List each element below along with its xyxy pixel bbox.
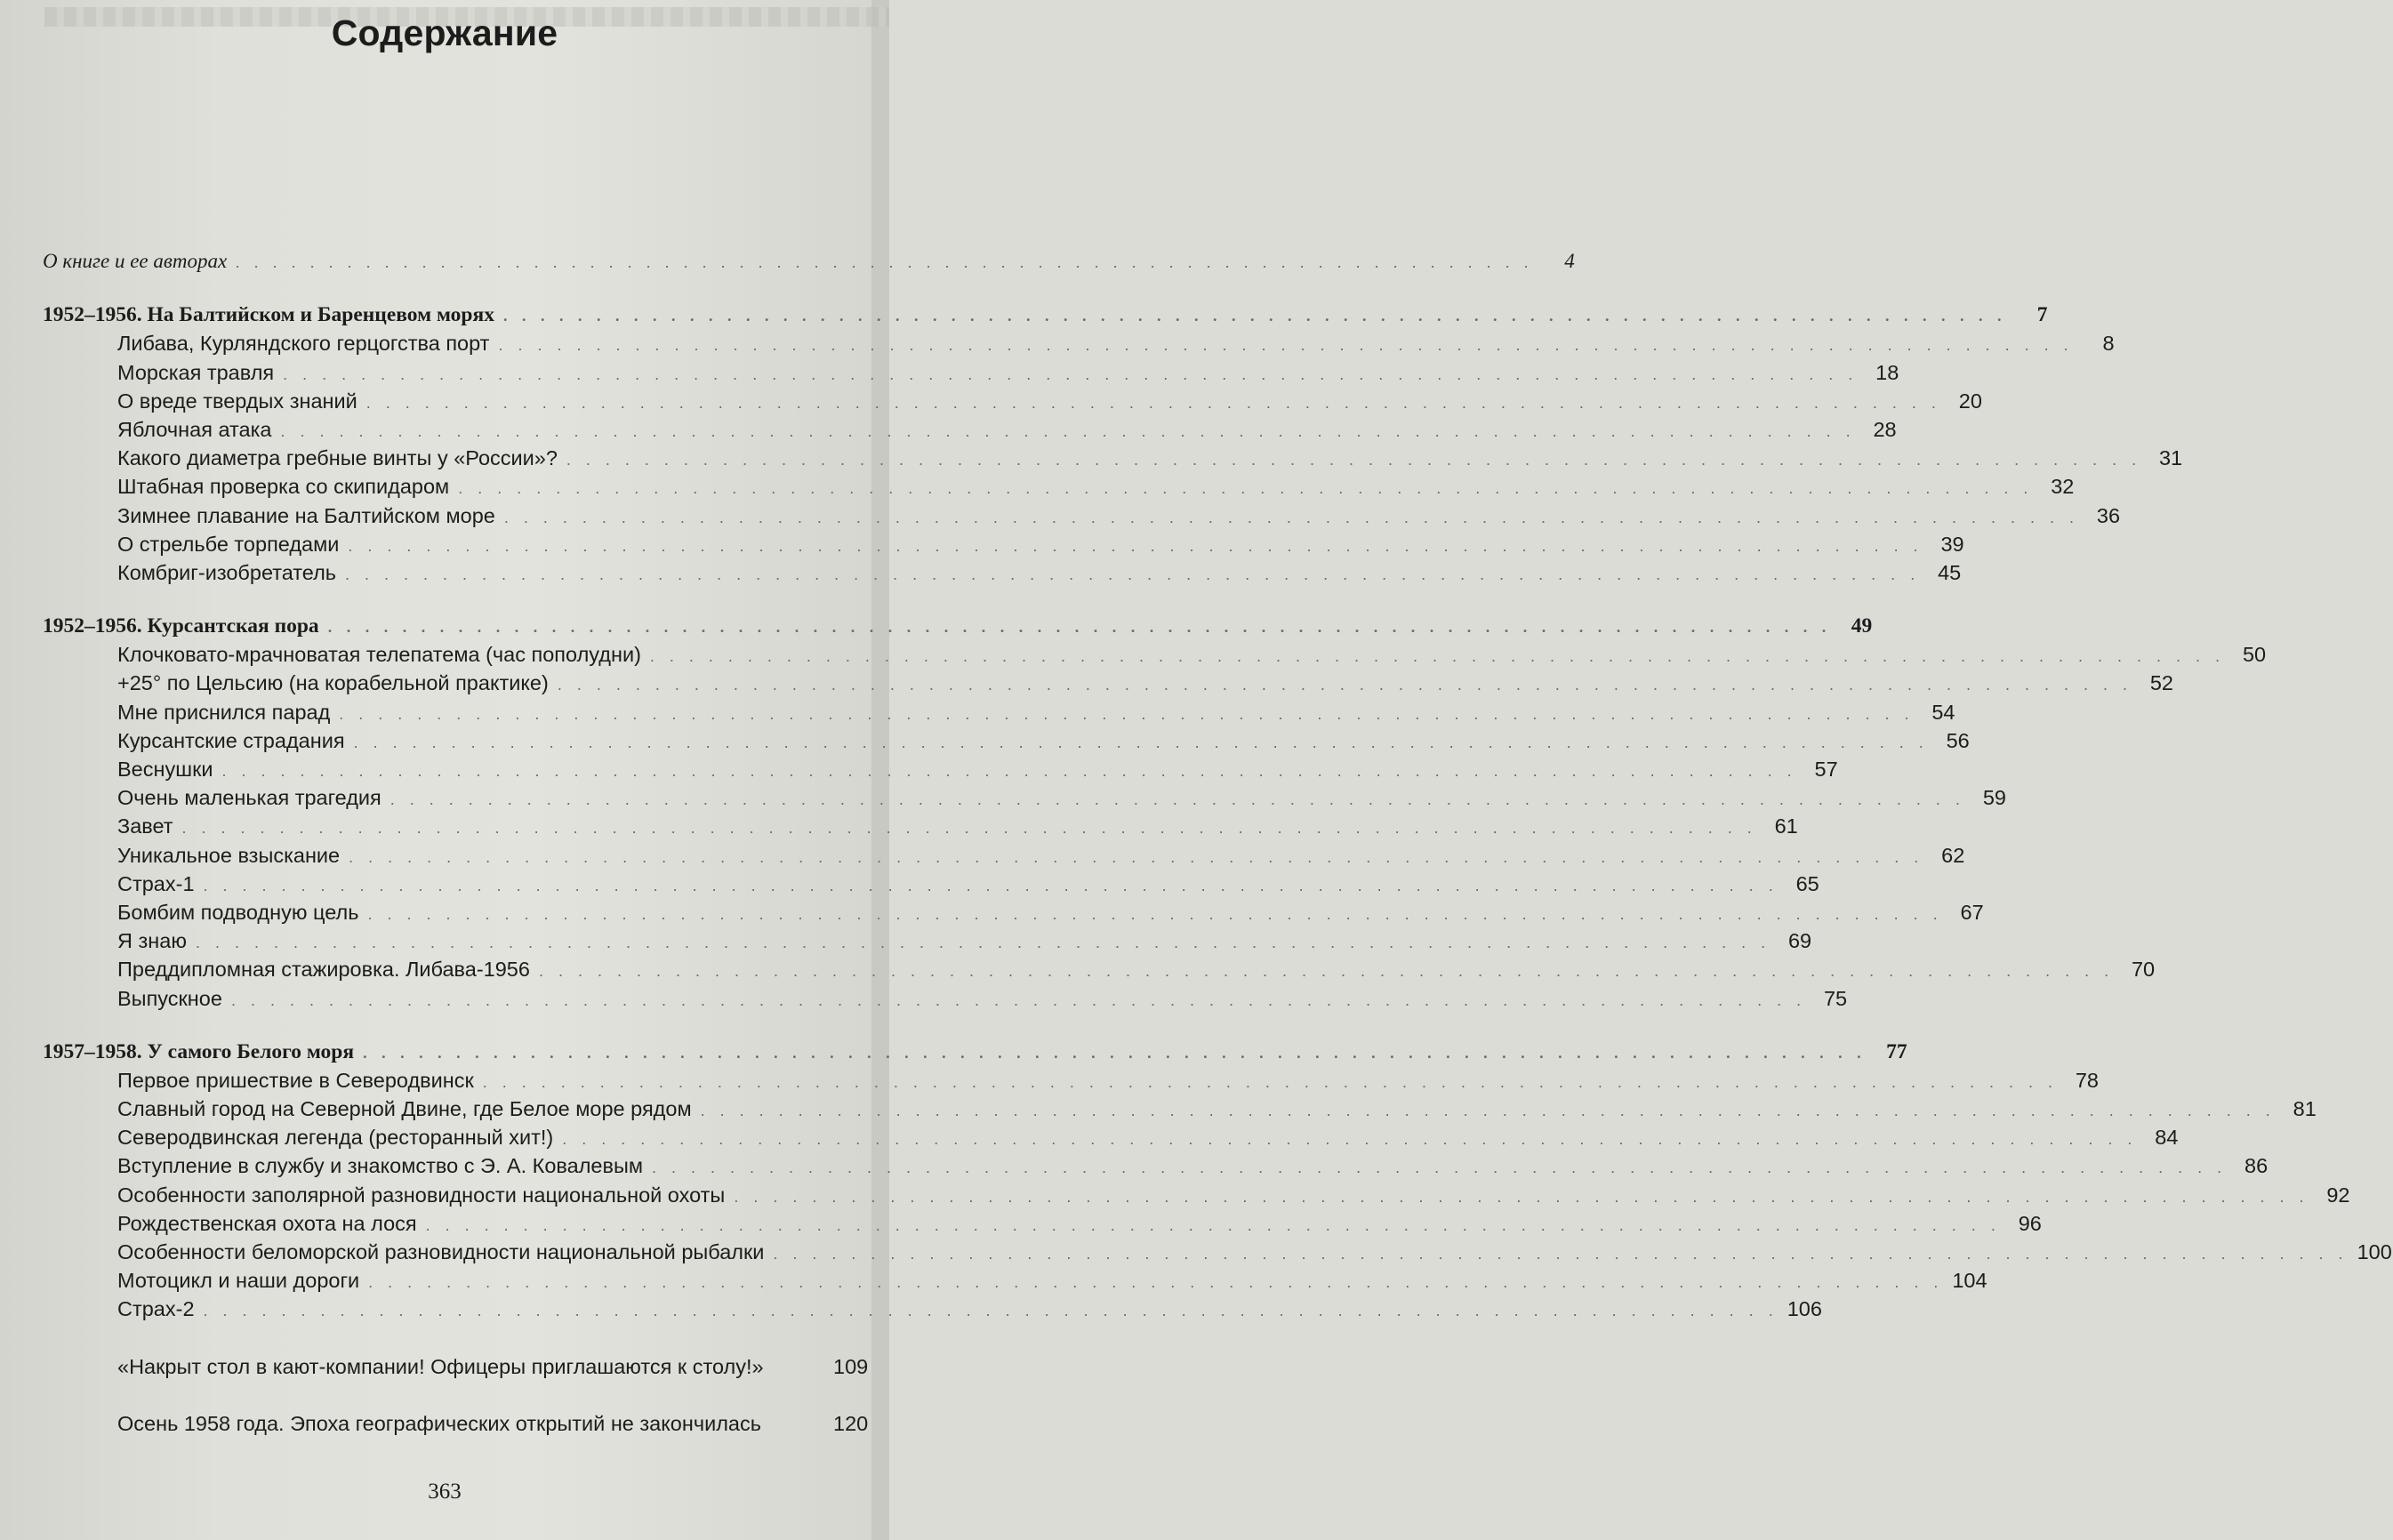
toc-entry-label: Страх-1: [117, 871, 195, 895]
toc-entry-label: Осень 1958 года. Эпоха географических открытий не закончилась: [117, 1412, 761, 1436]
table-of-contents: [43, 247, 2392, 1438]
toc-entry-label: Завет: [117, 814, 173, 838]
toc-entry-page: 62: [1941, 843, 1965, 867]
leader-dots: . . . . . . . . . . . . . . . . . . . . . . . . . . . . . . . . . . . . . . . . . . . . . . . . . . . . . . . . . . . . . . . . . . . . . . . . . . . . . . . . .: [230, 991, 1807, 1009]
toc-entry-page: 92: [2326, 1183, 2350, 1207]
toc-intro-entry[interactable]: [43, 247, 1575, 276]
toc-entry-label: Морская травля: [117, 360, 275, 384]
leader-dots: . . . . . . . . . . . . . . . . . . . . . . . . . . . . . . . . . . . . . . . . . . . . . . . . . . . . . . . . . . . . . . . . . . . . . . . . . . . . . . . . .: [773, 1245, 2349, 1263]
leader-dots: . . . . . . . . . . . . . . . . . . . . . . . . . . . . . . . . . . . . . . . . . . . . . . . . . . . . . . . . . . . . . . . . . . . . . . . . . . . . . . . . .: [652, 1159, 2228, 1177]
toc-entry[interactable]: [43, 472, 2075, 501]
toc-entry[interactable]: [43, 358, 1899, 387]
toc-section-title: 1952–1956. Курсантская пора: [43, 614, 319, 638]
leader-dots: . . . . . . . . . . . . . . . . . . . . . . . . . . . . . . . . . . . . . . . . . . . . . . . . . . . . . . . . . . . . . . . . . . . . . . . . . . . . . . . . .: [389, 790, 1965, 809]
leader-dots: . . . . . . . . . . . . . . . . . . . . . . . . . . . . . . . . . . . . . . . . . . . . . . . . . . . . . . . . . . . . . . . . . . . . . . . . . . . . . . . . .: [203, 876, 1779, 894]
toc-entry-label: О стрельбе торпедами: [117, 532, 340, 556]
toc-entry[interactable]: [43, 1238, 2392, 1266]
toc-entry[interactable]: [43, 501, 2121, 530]
toc-entry[interactable]: [43, 1324, 871, 1381]
toc-entry[interactable]: [43, 329, 2115, 357]
toc-entry-page: 31: [2158, 446, 2183, 470]
toc-entry[interactable]: [43, 640, 2267, 669]
leader-dots: . . . . . . . . . . . . . . . . . . . . . . . . . . . . . . . . . . . . . . . . . . . . . . . . . . . . . . . . . . . . . . . . . . . . . . . . . . . . . . . . .: [283, 365, 1859, 383]
leader-dots: . . . . . . . . . . . . . . . . . . . . . . . . . . . . . . . . . . . . . . . . . . . . . . . . . . . . . . . . . . . . . . . . . . . . . . . . . . . . . . . . .: [538, 962, 2115, 981]
leader-dots: . . . . . . . . . . . . . . . . . . . . . . . . . . . . . . . . . . . . . . . . . . . . . . . . . . . . . . . . . . . . . . . . . . . . . . . . . . . . . . . . .: [557, 676, 2132, 694]
toc-entry-page: 52: [2149, 671, 2173, 695]
toc-entry-page: 70: [2131, 958, 2156, 982]
toc-entry[interactable]: [43, 755, 1838, 783]
toc-section-heading[interactable]: [43, 301, 2048, 329]
leader-dots: . . . . . . . . . . . . . . . . . . . . . . . . . . . . . . . . . . . . . . . . . . . . . . . . . . . . . . . . . . . . . . . . . . . . . . . . . . . . . . . . .: [365, 393, 1941, 412]
leader-dots: . . . . . . . . . . . . . . . . . . . . . . . . . . . . . . . . . . . . . . . . . . . . . . . . . . . . . . . . . . . . . . . . . . . . . . . . . . . . . . . . .: [649, 647, 2226, 666]
leader-dots: . . . . . . . . . . . . . . . . . . . . . . . . . . . . . . . . . . . . . . . . . . . . . . . . . . . . . . . . . . . . . . . . . . . . . . . . . . . . . . . . .: [368, 1273, 1944, 1292]
toc-entry-page: 4: [1564, 250, 1575, 272]
toc-entry[interactable]: [43, 1266, 1987, 1295]
leader-dots: . . . . . . . . . . . . . . . . . . . . . . . . . . . . . . . . . . . . . . . . . . . . . . . . . . . . . . . . . . . . . . . . . . . . . . . . . . . . . . . . .: [327, 618, 1832, 637]
toc-entry[interactable]: [43, 387, 1982, 415]
toc-entry[interactable]: [43, 1209, 2042, 1238]
toc-entry-page: 104: [1952, 1269, 1987, 1293]
toc-entry-page: 120: [833, 1412, 869, 1436]
section-gap: [43, 1013, 871, 1038]
toc-section-page: 49: [1851, 614, 1873, 638]
toc-entry-page: 8: [2102, 332, 2115, 356]
toc-entry-label: Какого диаметра гребные винты у «России»?: [117, 446, 558, 470]
toc-entry-label: +25° по Цельсию (на корабельной практике): [117, 671, 549, 695]
toc-section-title: 1957–1958. У самого Белого моря: [43, 1039, 355, 1063]
toc-entry-page: 75: [1823, 986, 1848, 1010]
toc-section-page: 7: [2036, 303, 2048, 327]
toc-entry[interactable]: [43, 415, 1897, 444]
toc-entry-label: Страх-2: [117, 1297, 195, 1321]
toc-entry-page: 67: [1960, 900, 1984, 924]
toc-section-heading[interactable]: [43, 1038, 1907, 1066]
toc-entry[interactable]: [43, 1123, 2179, 1151]
toc-entry-label: Веснушки: [117, 758, 213, 781]
leader-dots: . . . . . . . . . . . . . . . . . . . . . . . . . . . . . . . . . . . . . . . . . . . . . . . . . . . . . . . . . . . . . . . . . . . . . . . . . . . . . . . . .: [339, 704, 1915, 723]
leader-dots: . . . . . . . . . . . . . . . . . . . . . . . . . . . . . . . . . . . . . . . . . . . . . . . . . . . . . . . . . . . . . . . . . . . . . .: [236, 253, 1534, 271]
toc-entry[interactable]: [43, 1095, 2317, 1123]
toc-entry-label: О вреде твердых знаний: [117, 389, 357, 413]
leader-dots: . . . . . . . . . . . . . . . . . . . . . . . . . . . . . . . . . . . . . . . . . . . . . . . . . . . . . . . . . . . . . . . . . . . . . . . . . . . . . . . . .: [700, 1102, 2276, 1120]
toc-entry-label: Мотоцикл и наши дороги: [117, 1269, 360, 1293]
toc-entry[interactable]: [43, 955, 2156, 983]
toc-entry[interactable]: [43, 444, 2183, 472]
toc-entry-label: Преддипломная стажировка. Либава-1956: [117, 958, 530, 982]
toc-entry-label: Мне приснился парад: [117, 700, 331, 724]
toc-entry-label: Уникальное взыскание: [117, 843, 341, 867]
toc-entry-page: 57: [1814, 758, 1838, 781]
toc-entry-label: Либава, Курляндского герцогства порт: [117, 332, 490, 356]
toc-entry-label: Клочковато-мрачноватая телепатема (час пополудни): [117, 643, 641, 667]
toc-entry-label: Особенности заполярной разновидности национальной охоты: [117, 1183, 726, 1207]
toc-entry[interactable]: [43, 1066, 2099, 1095]
leader-dots: . . . . . . . . . . . . . . . . . . . . . . . . . . . . . . . . . . . . . . . . . . . . . . . . . . . . . . . . . . . . . . . . . . . . . . . . . . . . . . . . .: [502, 307, 2007, 325]
toc-entry[interactable]: [43, 558, 1962, 587]
leader-dots: . . . . . . . . . . . . . . . . . . . . . . . . . . . . . . . . . . . . . . . . . . . . . . . . . . . . . . . . . . . . . . . . . . . . . . . . . . . . . . . . .: [363, 1043, 1867, 1062]
toc-entry-page: 54: [1931, 700, 1955, 724]
toc-entry-label: Штабная проверка со скипидаром: [117, 475, 450, 499]
toc-entry-page: 84: [2155, 1126, 2179, 1150]
toc-entry[interactable]: [43, 926, 1812, 955]
section-gap: [43, 587, 871, 612]
toc-entry-label: Яблочная атака: [117, 417, 272, 441]
toc-entry-page: 109: [833, 1354, 869, 1378]
toc-entry[interactable]: [43, 898, 1984, 926]
leader-dots: . . . . . . . . . . . . . . . . . . . . . . . . . . . . . . . . . . . . . . . . . . . . . . . . . . . . . . . . . . . . . . . . . . . . . . . . . . . . . . . . .: [562, 1130, 2138, 1149]
section-gap: [43, 276, 871, 301]
toc-entry-label: Комбриг-изобретатель: [117, 560, 337, 584]
leader-dots: . . . . . . . . . . . . . . . . . . . . . . . . . . . . . . . . . . . . . . . . . . . . . . . . . . . . . . . . . . . . . . . . . . . . . . . . . . . . . . . . .: [367, 904, 1943, 923]
leader-dots: . . . . . . . . . . . . . . . . . . . . . . . . . . . . . . . . . . . . . . . . . . . . . . . . . . . . . . . . . . . . . . . . . . . . . . . . . . . . . . . . .: [348, 536, 1923, 555]
toc-entry-label: Очень маленькая трагедия: [117, 786, 381, 810]
toc-entry-label: Вступление в службу и знакомство с Э. А. Ковалевым: [117, 1154, 644, 1178]
leader-dots: . . . . . . . . . . . . . . . . . . . . . . . . . . . . . . . . . . . . . . . . . . . . . . . . . . . . . . . . . . . . . . . . . . . . . . . . . . . . . . . . .: [345, 565, 1921, 583]
toc-entry-page: 106: [1787, 1297, 1822, 1321]
toc-entry[interactable]: [43, 1295, 1822, 1323]
toc-section-page: 77: [1886, 1039, 1907, 1063]
toc-entry[interactable]: [43, 841, 1965, 870]
leader-dots: . . . . . . . . . . . . . . . . . . . . . . . . . . . . . . . . . . . . . . . . . . . . . . . . . . . . . . . . . . . . . . . . . . . . . . . . . . . . . . . . .: [503, 508, 2080, 526]
leader-dots: . . . . . . . . . . . . . . . . . . . . . . . . . . . . . . . . . . . . . . . . . . . . . . . . . . . . . . . . . . . . . . . . . . . . . . . . . . . . . . . . .: [203, 1302, 1779, 1320]
toc-entry-page: 100: [2357, 1240, 2392, 1263]
page-title: Содержание: [331, 12, 558, 53]
toc-entry-page: 96: [2018, 1211, 2042, 1235]
toc-entry-label: О книге и ее авторах: [43, 250, 228, 272]
toc-entry-page: 28: [1873, 417, 1897, 441]
toc-entry-page: 20: [1958, 389, 1982, 413]
toc-entry-page: 36: [2096, 503, 2121, 527]
toc-entry-page: 39: [1940, 532, 1964, 556]
toc-entry-page: 86: [2244, 1154, 2269, 1178]
toc-entry[interactable]: [43, 783, 2006, 812]
leader-dots: . . . . . . . . . . . . . . . . . . . . . . . . . . . . . . . . . . . . . . . . . . . . . . . . . . . . . . . . . . . . . . . . . . . . . . . . . . . . . . . . .: [195, 934, 1771, 952]
toc-entry-page: 61: [1774, 814, 1798, 838]
toc-entry-label: Северодвинская легенда (ресторанный хит!): [117, 1126, 554, 1150]
leader-dots: . . . . . . . . . . . . . . . . . . . . . . . . . . . . . . . . . . . . . . . . . . . . . . . . . . . . . . . . . . . . . . . . . . . . . . . . . . . . . . . . .: [181, 819, 1757, 838]
toc-entry-page: 50: [2242, 643, 2267, 667]
toc-entry[interactable]: [43, 698, 1955, 726]
leader-dots: . . . . . . . . . . . . . . . . . . . . . . . . . . . . . . . . . . . . . . . . . . . . . . . . . . . . . . . . . . . . . . . . . . . . . . . . . . . . . . . . .: [280, 421, 1856, 440]
leader-dots: . . . . . . . . . . . . . . . . . . . . . . . . . . . . . . . . . . . . . . . . . . . . . . . . . . . . . . . . . . . . . . . . . . . . . . . . . . . . . . . . .: [734, 1187, 2309, 1206]
leader-dots: . . . . . . . . . . . . . . . . . . . . . . . . . . . . . . . . . . . . . . . . . . . . . . . . . . . . . . . . . . . . . . . . . . . . . . . . . . . . . . . . .: [566, 451, 2142, 469]
toc-entry-label: Особенности беломорской разновидности национальной рыбалки: [117, 1240, 765, 1263]
toc-entry-page: 32: [2051, 475, 2075, 499]
toc-entry-page: 81: [2293, 1097, 2317, 1121]
toc-entry-page: 65: [1795, 871, 1819, 895]
toc-entry-page: 18: [1875, 360, 1899, 384]
leader-dots: . . . . . . . . . . . . . . . . . . . . . . . . . . . . . . . . . . . . . . . . . . . . . . . . . . . . . . . . . . . . . . . . . . . . . . . . . . . . . . . . .: [349, 847, 1924, 866]
toc-entry-label: Курсантские страдания: [117, 728, 345, 752]
toc-entry[interactable]: [43, 530, 1964, 558]
leader-dots: . . . . . . . . . . . . . . . . . . . . . . . . . . . . . . . . . . . . . . . . . . . . . . . . . . . . . . . . . . . . . . . . . . . . . . . . . . . . . . . . .: [482, 1072, 2058, 1091]
toc-entry[interactable]: [43, 726, 1970, 755]
toc-entry-page: 45: [1938, 560, 1962, 584]
toc-entry-label: Первое пришествие в Северодвинск: [117, 1068, 474, 1092]
toc-entry-page: 78: [2075, 1068, 2099, 1092]
toc-section-heading[interactable]: [43, 612, 1873, 640]
leader-dots: . . . . . . . . . . . . . . . . . . . . . . . . . . . . . . . . . . . . . . . . . . . . . . . . . . . . . . . . . . . . . . . . . . . . . . . . . . . . . . . . .: [353, 733, 1929, 751]
toc-entry-label: Славный город на Северной Двине, где Белое море рядом: [117, 1097, 692, 1121]
toc-entry-label: Выпускное: [117, 986, 222, 1010]
toc-entry-page: 69: [1787, 929, 1812, 953]
toc-entry-label: «Накрыт стол в кают-компании! Офицеры приглашаются к столу!»: [117, 1354, 764, 1378]
toc-entry-page: 56: [1946, 728, 1970, 752]
toc-entry[interactable]: [43, 984, 1848, 1013]
toc-entry[interactable]: [43, 669, 2173, 697]
toc-entry[interactable]: [43, 812, 1798, 840]
toc-section-title: 1952–1956. На Балтийском и Баренцевом морях: [43, 303, 494, 327]
toc-entry-page: 59: [1982, 786, 2006, 810]
page-number: 363: [428, 1480, 462, 1504]
toc-entry-label: Рождественская охота на лося: [117, 1211, 417, 1235]
toc-entry[interactable]: [43, 1151, 2269, 1180]
toc-entry[interactable]: [43, 870, 1819, 898]
toc-entry[interactable]: [43, 1381, 871, 1438]
toc-entry-label: Бомбим подводную цель: [117, 900, 359, 924]
toc-entry-label: Я знаю: [117, 929, 187, 953]
toc-entry[interactable]: [43, 1181, 2350, 1209]
toc-entry-label: Зимнее плавание на Балтийском море: [117, 503, 495, 527]
leader-dots: . . . . . . . . . . . . . . . . . . . . . . . . . . . . . . . . . . . . . . . . . . . . . . . . . . . . . . . . . . . . . . . . . . . . . . . . . . . . . . . . .: [498, 336, 2074, 355]
leader-dots: . . . . . . . . . . . . . . . . . . . . . . . . . . . . . . . . . . . . . . . . . . . . . . . . . . . . . . . . . . . . . . . . . . . . . . . . . . . . . . . . .: [221, 762, 1797, 780]
leader-dots: . . . . . . . . . . . . . . . . . . . . . . . . . . . . . . . . . . . . . . . . . . . . . . . . . . . . . . . . . . . . . . . . . . . . . . . . . . . . . . . . .: [458, 479, 2034, 498]
leader-dots: . . . . . . . . . . . . . . . . . . . . . . . . . . . . . . . . . . . . . . . . . . . . . . . . . . . . . . . . . . . . . . . . . . . . . . . . . . . . . . . . .: [425, 1215, 2001, 1234]
